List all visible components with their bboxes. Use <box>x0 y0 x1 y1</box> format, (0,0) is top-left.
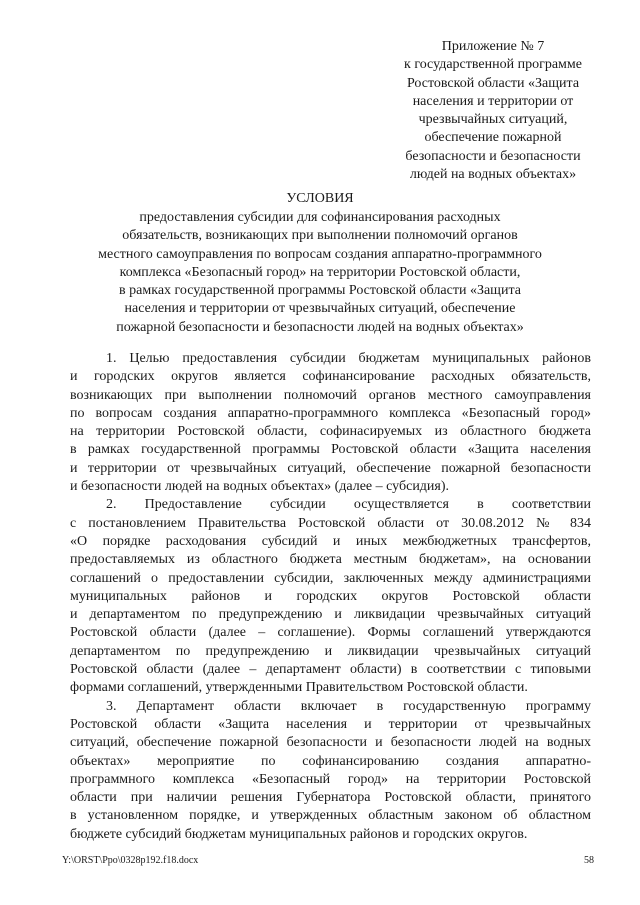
paragraph-line: формами соглашений, утвержденными Правительством Ростовской области. <box>70 680 528 696</box>
paragraph-line: департаментом по предупреждению и ликвидации чрезвычайных ситуаций <box>70 643 591 659</box>
document-subtitle <box>60 209 580 337</box>
document-body <box>70 350 591 844</box>
paragraph-line: и городских округов является софинансирование расходных обязательств, <box>70 369 591 385</box>
paragraph-line: ситуаций, обеспечение пожарной безопасности и безопасности людей на водных <box>70 735 591 751</box>
paragraph-line: Ростовской области (далее – департамент области) в соответствии с типовыми <box>70 662 591 678</box>
page-number: 58 <box>584 855 594 866</box>
appendix-line: населения и территории от <box>412 93 574 109</box>
appendix-line: Приложение № 7 <box>441 39 545 54</box>
paragraph-line: бюджете субсидий бюджетам муниципальных районов и городских округов. <box>70 826 528 842</box>
paragraph-line: с постановлением Правительства Ростовской области от 30.08.2012 № 834 <box>70 515 591 531</box>
appendix-line: к государственной программе <box>404 57 582 73</box>
subtitle-line: местного самоуправления по вопросам создания аппаратно-программного <box>98 246 542 262</box>
paragraph-line: возникающих при выполнении полномочий органов местного самоуправления <box>70 387 591 403</box>
subtitle-line: обязательств, возникающих при выполнении полномочий органов <box>122 228 518 244</box>
paragraph-line: муниципальных районов и городских округов Ростовской области <box>70 588 591 604</box>
paragraph-3 <box>70 698 591 844</box>
paragraph-line: и департаментом по предупреждению и ликвидации чрезвычайных ситуаций <box>70 607 591 623</box>
appendix-line: Ростовской области «Защита <box>406 75 580 91</box>
paragraph-line: и безопасности людей на водных объектах» (далее – субсидия). <box>70 479 450 495</box>
paragraph-line: 3. Департамент области включает в государственную программу <box>106 698 591 714</box>
paragraph-line: области при наличии решения Губернатора Ростовской области, принятого <box>70 790 591 806</box>
paragraph-line: Ростовской области «Защита населения и территории от чрезвычайных <box>70 716 591 732</box>
paragraph-line: Ростовской области (далее – соглашение). Формы соглашений утверждаются <box>70 625 591 641</box>
subtitle-line: населения и территории от чрезвычайных ситуаций, обеспечение <box>124 301 516 317</box>
paragraph-line: 1. Целью предоставления субсидии бюджетам муниципальных районов <box>106 351 591 366</box>
subtitle-line: в рамках государственной программы Ростовской области «Защита <box>119 283 521 299</box>
paragraph-line: соглашений о предоставлении субсидии, заключенных между администрациями <box>70 570 591 586</box>
paragraph-line: по вопросам создания аппаратно-программного комплекса «Безопасный город» <box>70 405 591 421</box>
paragraph-line: программного комплекса «Безопасный город» на территории Ростовской <box>70 771 591 787</box>
paragraph-line: и территории от чрезвычайных ситуаций, обеспечение пожарной безопасности <box>70 460 591 476</box>
appendix-line: безопасности и безопасности <box>405 148 581 164</box>
appendix-header <box>383 38 603 184</box>
paragraph-2 <box>70 496 591 697</box>
paragraph-1 <box>70 350 591 496</box>
footer-file-path: Y:\ORST\Ppo\0328p192.f18.docx <box>62 855 199 866</box>
appendix-line: чрезвычайных ситуаций, <box>418 112 568 128</box>
paragraph-line: предоставляемых из областного бюджета местным бюджетам», на основании <box>70 552 591 568</box>
subtitle-line: комплекса «Безопасный город» на территории Ростовской области, <box>119 264 521 280</box>
subtitle-line: предоставления субсидии для софинансирования расходных <box>139 210 501 225</box>
appendix-line: людей на водных объектах» <box>409 167 577 183</box>
paragraph-line: в установленном порядке, и утвержденных областным законом об областном <box>70 808 591 824</box>
paragraph-line: в рамках государственной программы Ростовской области «Защита населения <box>70 442 591 458</box>
appendix-line: обеспечение пожарной <box>424 130 562 146</box>
document-title: УСЛОВИЯ <box>286 191 354 206</box>
paragraph-line: 2. Предоставление субсидии осуществляется в соответствии <box>106 497 591 513</box>
paragraph-line: на территории Ростовской области, софинасируемых из областного бюджета <box>70 424 591 440</box>
paragraph-line: «О порядке расходования субсидий и иных межбюджетных трансфертов, <box>70 533 591 549</box>
subtitle-line: пожарной безопасности и безопасности людей на водных объектах» <box>116 319 524 335</box>
paragraph-line: объектах» мероприятие по софинансированию создания аппаратно- <box>70 753 591 769</box>
